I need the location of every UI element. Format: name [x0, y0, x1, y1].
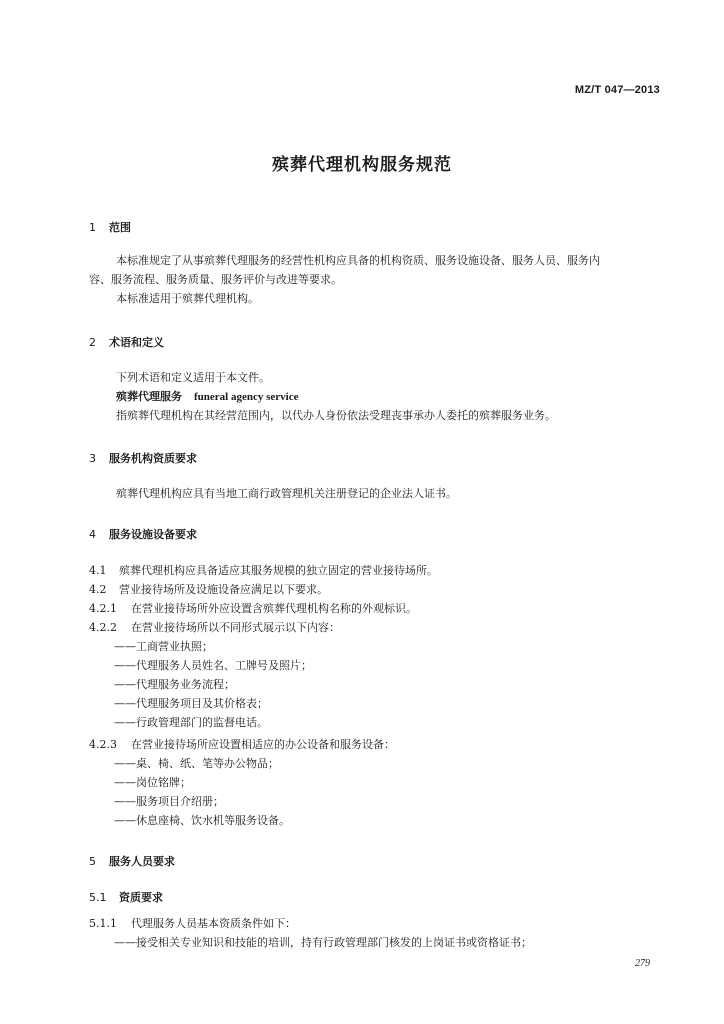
clause-4-2 — [89, 583, 328, 597]
document-title: 殡葬代理机构服务规范 — [272, 155, 452, 175]
standard-code: MZ/T 047—2013 — [574, 84, 660, 96]
paragraph-line: 本标准规定了从事殡葬代理服务的经营性机构应具备的机构资质、服务设施设备、服务人员、服务内 — [116, 254, 600, 267]
list-item: ——行政管理部门的监督电话。 — [114, 716, 268, 729]
clause-number: 4.1 — [89, 564, 107, 577]
list-item: ——代理服务项目及其价格表； — [114, 697, 268, 710]
section-title: 范围 — [109, 221, 131, 234]
section-heading-5 — [89, 853, 175, 869]
section-number: 1 — [89, 221, 96, 234]
term-entry — [116, 390, 298, 404]
list-item: ——桌、椅、纸、笔等办公物品； — [114, 757, 279, 770]
list-item: ——休息座椅、饮水机等服务设备。 — [114, 814, 290, 827]
clause-number: 5.1.1 — [89, 917, 117, 930]
term-english: funeral agency service — [194, 391, 299, 403]
clause-number: 4.2.1 — [89, 602, 117, 615]
section-title: 服务设施设备要求 — [109, 528, 197, 541]
term-chinese: 殡葬代理服务 — [116, 390, 182, 403]
subsection-heading-5-1 — [89, 889, 163, 905]
list-item: ——岗位铭牌； — [114, 776, 191, 789]
clause-4-1 — [89, 564, 438, 578]
paragraph-line: 本标准适用于殡葬代理机构。 — [116, 292, 259, 305]
list-item: ——工商营业执照； — [114, 640, 213, 653]
clause-number: 4.2.2 — [89, 621, 117, 634]
list-item: ——服务项目介绍册； — [114, 795, 224, 808]
clause-text: 在营业接待场所以不同形式展示以下内容： — [131, 621, 340, 634]
list-item: ——代理服务业务流程； — [114, 678, 235, 691]
section-number: 5 — [89, 855, 96, 868]
section-number: 4 — [89, 528, 96, 541]
page-number: 279 — [635, 958, 650, 969]
clause-number: 4.2 — [89, 583, 107, 596]
section-title: 服务人员要求 — [109, 855, 175, 868]
list-item: ——代理服务人员姓名、工牌号及照片； — [114, 659, 312, 672]
clause-text: 代理服务人员基本资质条件如下： — [131, 917, 296, 930]
clause-4-2-1 — [89, 602, 417, 616]
section-title: 服务机构资质要求 — [109, 452, 197, 465]
clause-text: 在营业接待场所外应设置含殡葬代理机构名称的外观标识。 — [131, 602, 417, 615]
section-title: 术语和定义 — [109, 336, 164, 349]
clause-number: 4.2.3 — [89, 738, 117, 751]
section-number: 2 — [89, 336, 96, 349]
section-number: 3 — [89, 452, 96, 465]
term-definition: 指殡葬代理机构在其经营范围内，以代办人身份依法受理丧事承办人委托的殡葬服务业务。 — [116, 409, 556, 422]
clause-5-1-1 — [89, 917, 296, 931]
paragraph-line: 容、服务流程、服务质量、服务评价与改进等要求。 — [89, 273, 342, 286]
clause-text: 在营业接待场所应设置相适应的办公设备和服务设备： — [131, 738, 395, 751]
paragraph-line: 下列术语和定义适用于本文件。 — [116, 371, 270, 384]
section-heading-4 — [89, 526, 197, 542]
clause-4-2-3 — [89, 738, 395, 752]
clause-4-2-2 — [89, 621, 340, 635]
clause-text: 殡葬代理机构应具备适应其服务规模的独立固定的营业接待场所。 — [119, 564, 438, 577]
section-title: 资质要求 — [119, 891, 163, 904]
section-heading-1 — [89, 219, 131, 235]
section-heading-2 — [89, 334, 164, 350]
section-heading-3 — [89, 450, 197, 466]
paragraph-line: 殡葬代理机构应具有当地工商行政管理机关注册登记的企业法人证书。 — [116, 487, 457, 500]
clause-text: 营业接待场所及设施设备应满足以下要求。 — [119, 583, 328, 596]
section-number: 5.1 — [89, 891, 107, 904]
list-item: ——接受相关专业知识和技能的培训，持有行政管理部门核发的上岗证书或资格证书； — [114, 936, 532, 949]
